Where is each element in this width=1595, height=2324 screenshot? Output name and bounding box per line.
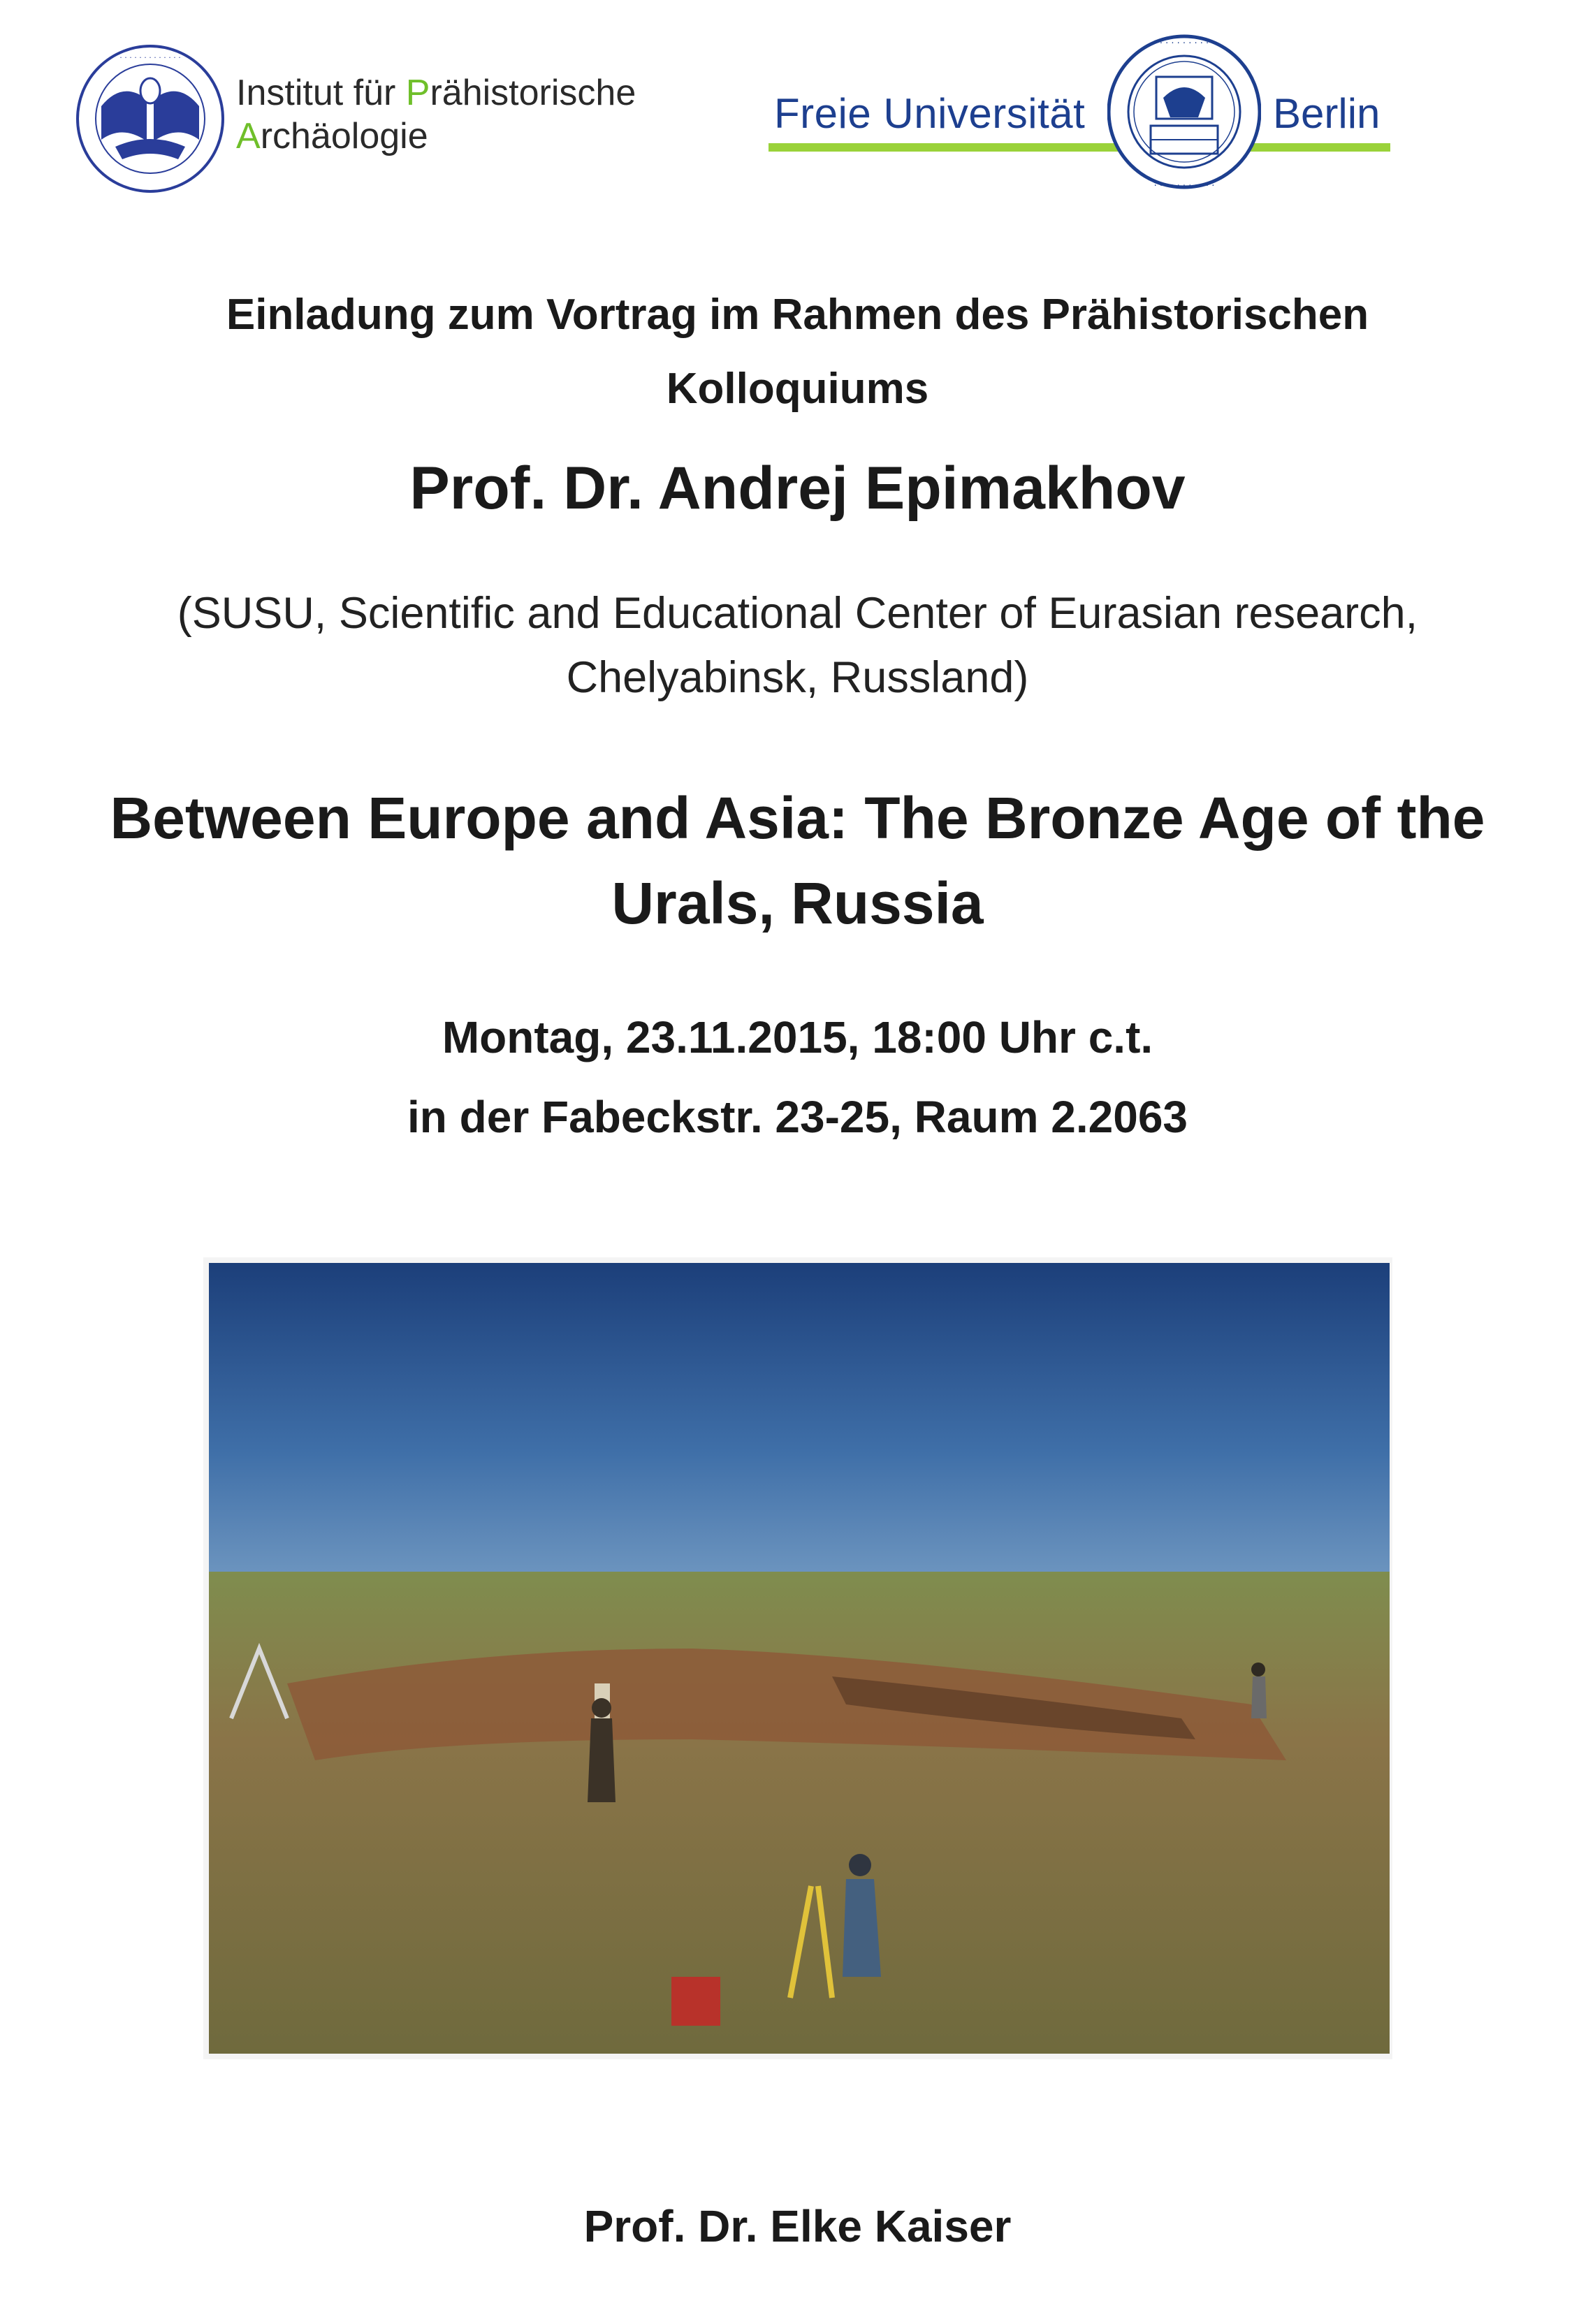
institute-seal-icon (73, 42, 227, 196)
event-date-time: Montag, 23.11.2015, 18:00 Uhr c.t. (442, 1012, 1153, 1062)
invitation-line1: Einladung zum Vortrag im Rahmen des Prähistorischen (226, 291, 1369, 339)
university-seal-icon (1107, 28, 1261, 196)
red-box (671, 1977, 720, 2026)
person-3 (1251, 1662, 1265, 1676)
talk-title-line2: Urals, Russia (611, 870, 984, 936)
affiliation-line1: (SUSU, Scientific and Educational Center of Eurasian research, (177, 589, 1418, 638)
speaker-name: Prof. Dr. Andrej Epimakhov (409, 455, 1186, 522)
affiliation-line2: Chelyabinsk, Russland) (566, 653, 1029, 702)
svg-text:· · · · · · · · · · ·: · · · · · · · · · · · (1153, 38, 1215, 49)
institute-name-line1: Institut für Prähistorische (236, 73, 636, 113)
talk-title-line1: Between Europe and Asia: The Bronze Age of the (110, 785, 1485, 851)
host-name: Prof. Dr. Elke Kaiser (583, 2201, 1012, 2251)
invitation-heading (0, 278, 1595, 426)
event-location: in der Fabeckstr. 23-25, Raum 2.2063 (407, 1092, 1188, 1142)
institute-name (236, 71, 636, 158)
excavation-photo (203, 1257, 1392, 2059)
svg-text:· · · · · · · · · · ·: · · · · · · · · · · · (1153, 181, 1215, 191)
university-name-left: Freie Universität (774, 90, 1086, 137)
university-underline (769, 143, 1390, 152)
photo-sky (209, 1263, 1390, 1577)
photo-field (209, 1572, 1390, 2054)
talk-title (0, 775, 1595, 946)
university-name-right: Berlin (1273, 90, 1381, 137)
invitation-line2: Kolloquiums (666, 365, 929, 413)
svg-text:· · · · · · · · · · · · ·: · · · · · · · · · · · · · (119, 53, 181, 62)
speaker-affiliation (0, 581, 1595, 710)
institute-name-line2: Archäologie (236, 116, 428, 156)
person-2 (849, 1854, 871, 1876)
person-1 (592, 1698, 611, 1718)
